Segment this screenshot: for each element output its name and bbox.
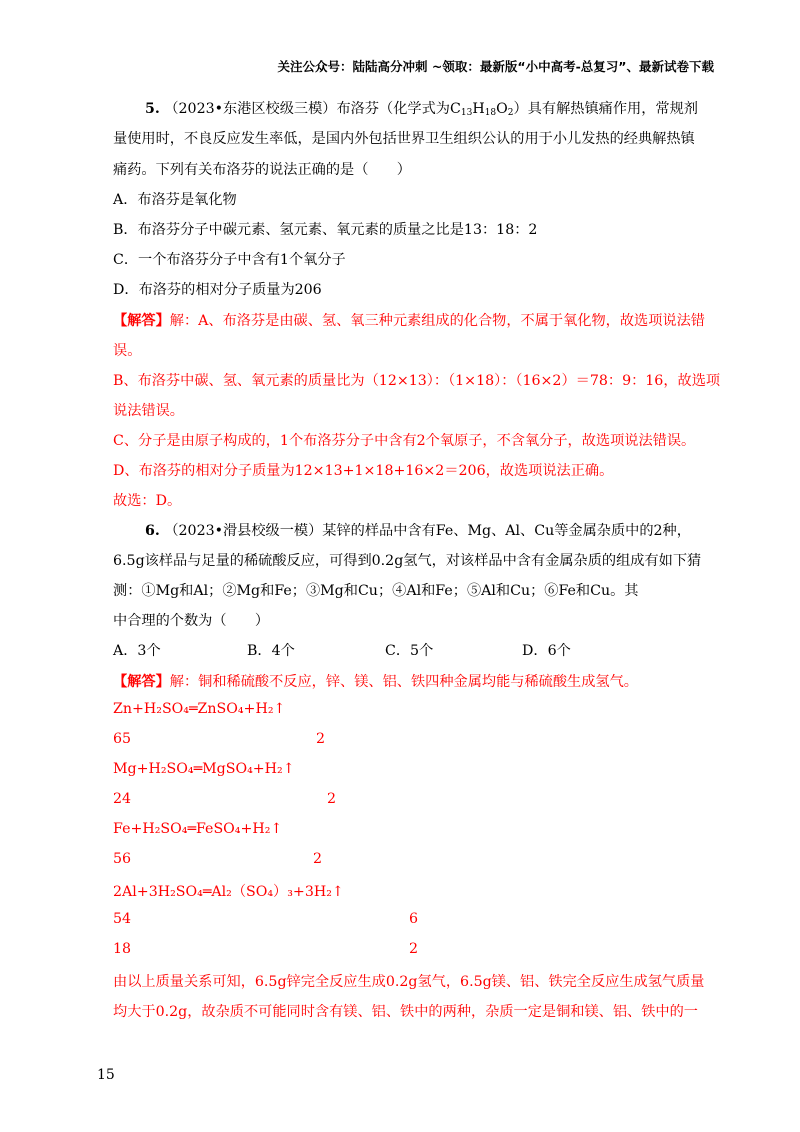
a5-line-7: 故选：D。 [113, 493, 182, 509]
answer-tag: 【解答】 [113, 313, 170, 329]
a5-line-5: C、分子是由原子构成的，1个布洛芬分子中含有2个氧原子，不含氧分子，故选项说法错误。 [113, 433, 696, 449]
a5-line-6: D、布洛芬的相对分子质量为12×13+1×18+16×2＝206，故选项说法正确。 [113, 463, 614, 479]
a6-line-1: 【解答】解：铜和稀硫酸不反应，锌、镁、铝、铁四种金属均能与稀硫酸生成氢气。 [113, 674, 638, 690]
equation-mg: Mg+H₂SO₄═MgSO₄+H₂↑ [113, 761, 295, 777]
a6-conclusion-1: 由以上质量关系可知，6.5g锌完全反应生成0.2g氢气，6.5g镁、铝、铁完全反应生成氢气质量 [113, 974, 705, 990]
page-header: 关注公众号：陆陆高分冲刺 ~领取：最新版“小中高考-总复习”、最新试卷下载 [277, 59, 714, 74]
q6-option-c: C．5个 [385, 643, 434, 659]
answer-tag: 【解答】 [113, 674, 170, 690]
a6-conclusion-2: 均大于0.2g，故杂质不可能同时含有镁、铝、铁中的两种，杂质一定是铜和镁、铝、铁中的一 [113, 1004, 698, 1020]
q6-number: 6. [145, 523, 160, 539]
q5-line-3: 痛药。下列有关布洛芬的说法正确的是（ ） [113, 162, 411, 178]
q6-line-3: 测：①Mg和Al；②Mg和Fe；③Mg和Cu；④Al和Fe；⑤Al和Cu；⑥Fe和Cu。其 [113, 583, 639, 599]
equation-al: 2Al+3H₂SO₄═Al₂（SO₄）₃+3H₂↑ [113, 884, 344, 900]
q5-option-d: D．布洛芬的相对分子质量为206 [113, 282, 322, 298]
a5-line-3: B、布洛芬中碳、氢、氧元素的质量比为（12×13）：（1×18）：（16×2）＝78：9：16，故选项 [113, 373, 721, 389]
q6-line-4: 中合理的个数为（ ） [113, 613, 270, 629]
q6-option-b: B．4个 [247, 643, 295, 659]
q6-option-d: D．6个 [522, 643, 571, 659]
q5-option-a: A．布洛芬是氧化物 [113, 192, 237, 208]
q5-line-2: 量使用时，不良反应发生率低，是国内外包括世界卫生组织公认的用于小儿发热的经典解热镇 [113, 131, 695, 147]
q5-number: 5. [145, 101, 160, 117]
page-number: 15 [97, 1067, 115, 1083]
a5-line-1: 【解答】解：A、布洛芬是由碳、氢、氧三种元素组成的化合物，不属于氧化物，故选项说法错 [113, 313, 705, 329]
q6-option-a: A．3个 [113, 643, 161, 659]
q5-option-b: B．布洛芬分子中碳元素、氢元素、氧元素的质量之比是13：18：2 [113, 222, 538, 238]
a5-line-4: 说法错误。 [113, 403, 184, 419]
q5-line-1: 5. （2023•东港区校级三模）布洛芬（化学式为$C_{13}H_{18}O_2$）具有解热镇痛作用，常规剂 [145, 101, 698, 118]
q5-option-c: C．一个布洛芬分子中含有1个氧分子 [113, 252, 346, 268]
equation-zn: Zn+H₂SO₄═ZnSO₄+H₂↑ [113, 701, 286, 717]
q6-line-2: 6.5g该样品与足量的稀硫酸反应，可得到0.2g氢气，对该样品中含有金属杂质的组成有如下猜 [113, 553, 702, 569]
q6-line-1: 6. （2023•滑县校级一模）某锌的样品中含有Fe、Mg、Al、Cu等金属杂质中的2种， [145, 523, 691, 539]
a5-line-2: 误。 [113, 343, 142, 359]
equation-fe: Fe+H₂SO₄═FeSO₄+H₂↑ [113, 821, 283, 837]
